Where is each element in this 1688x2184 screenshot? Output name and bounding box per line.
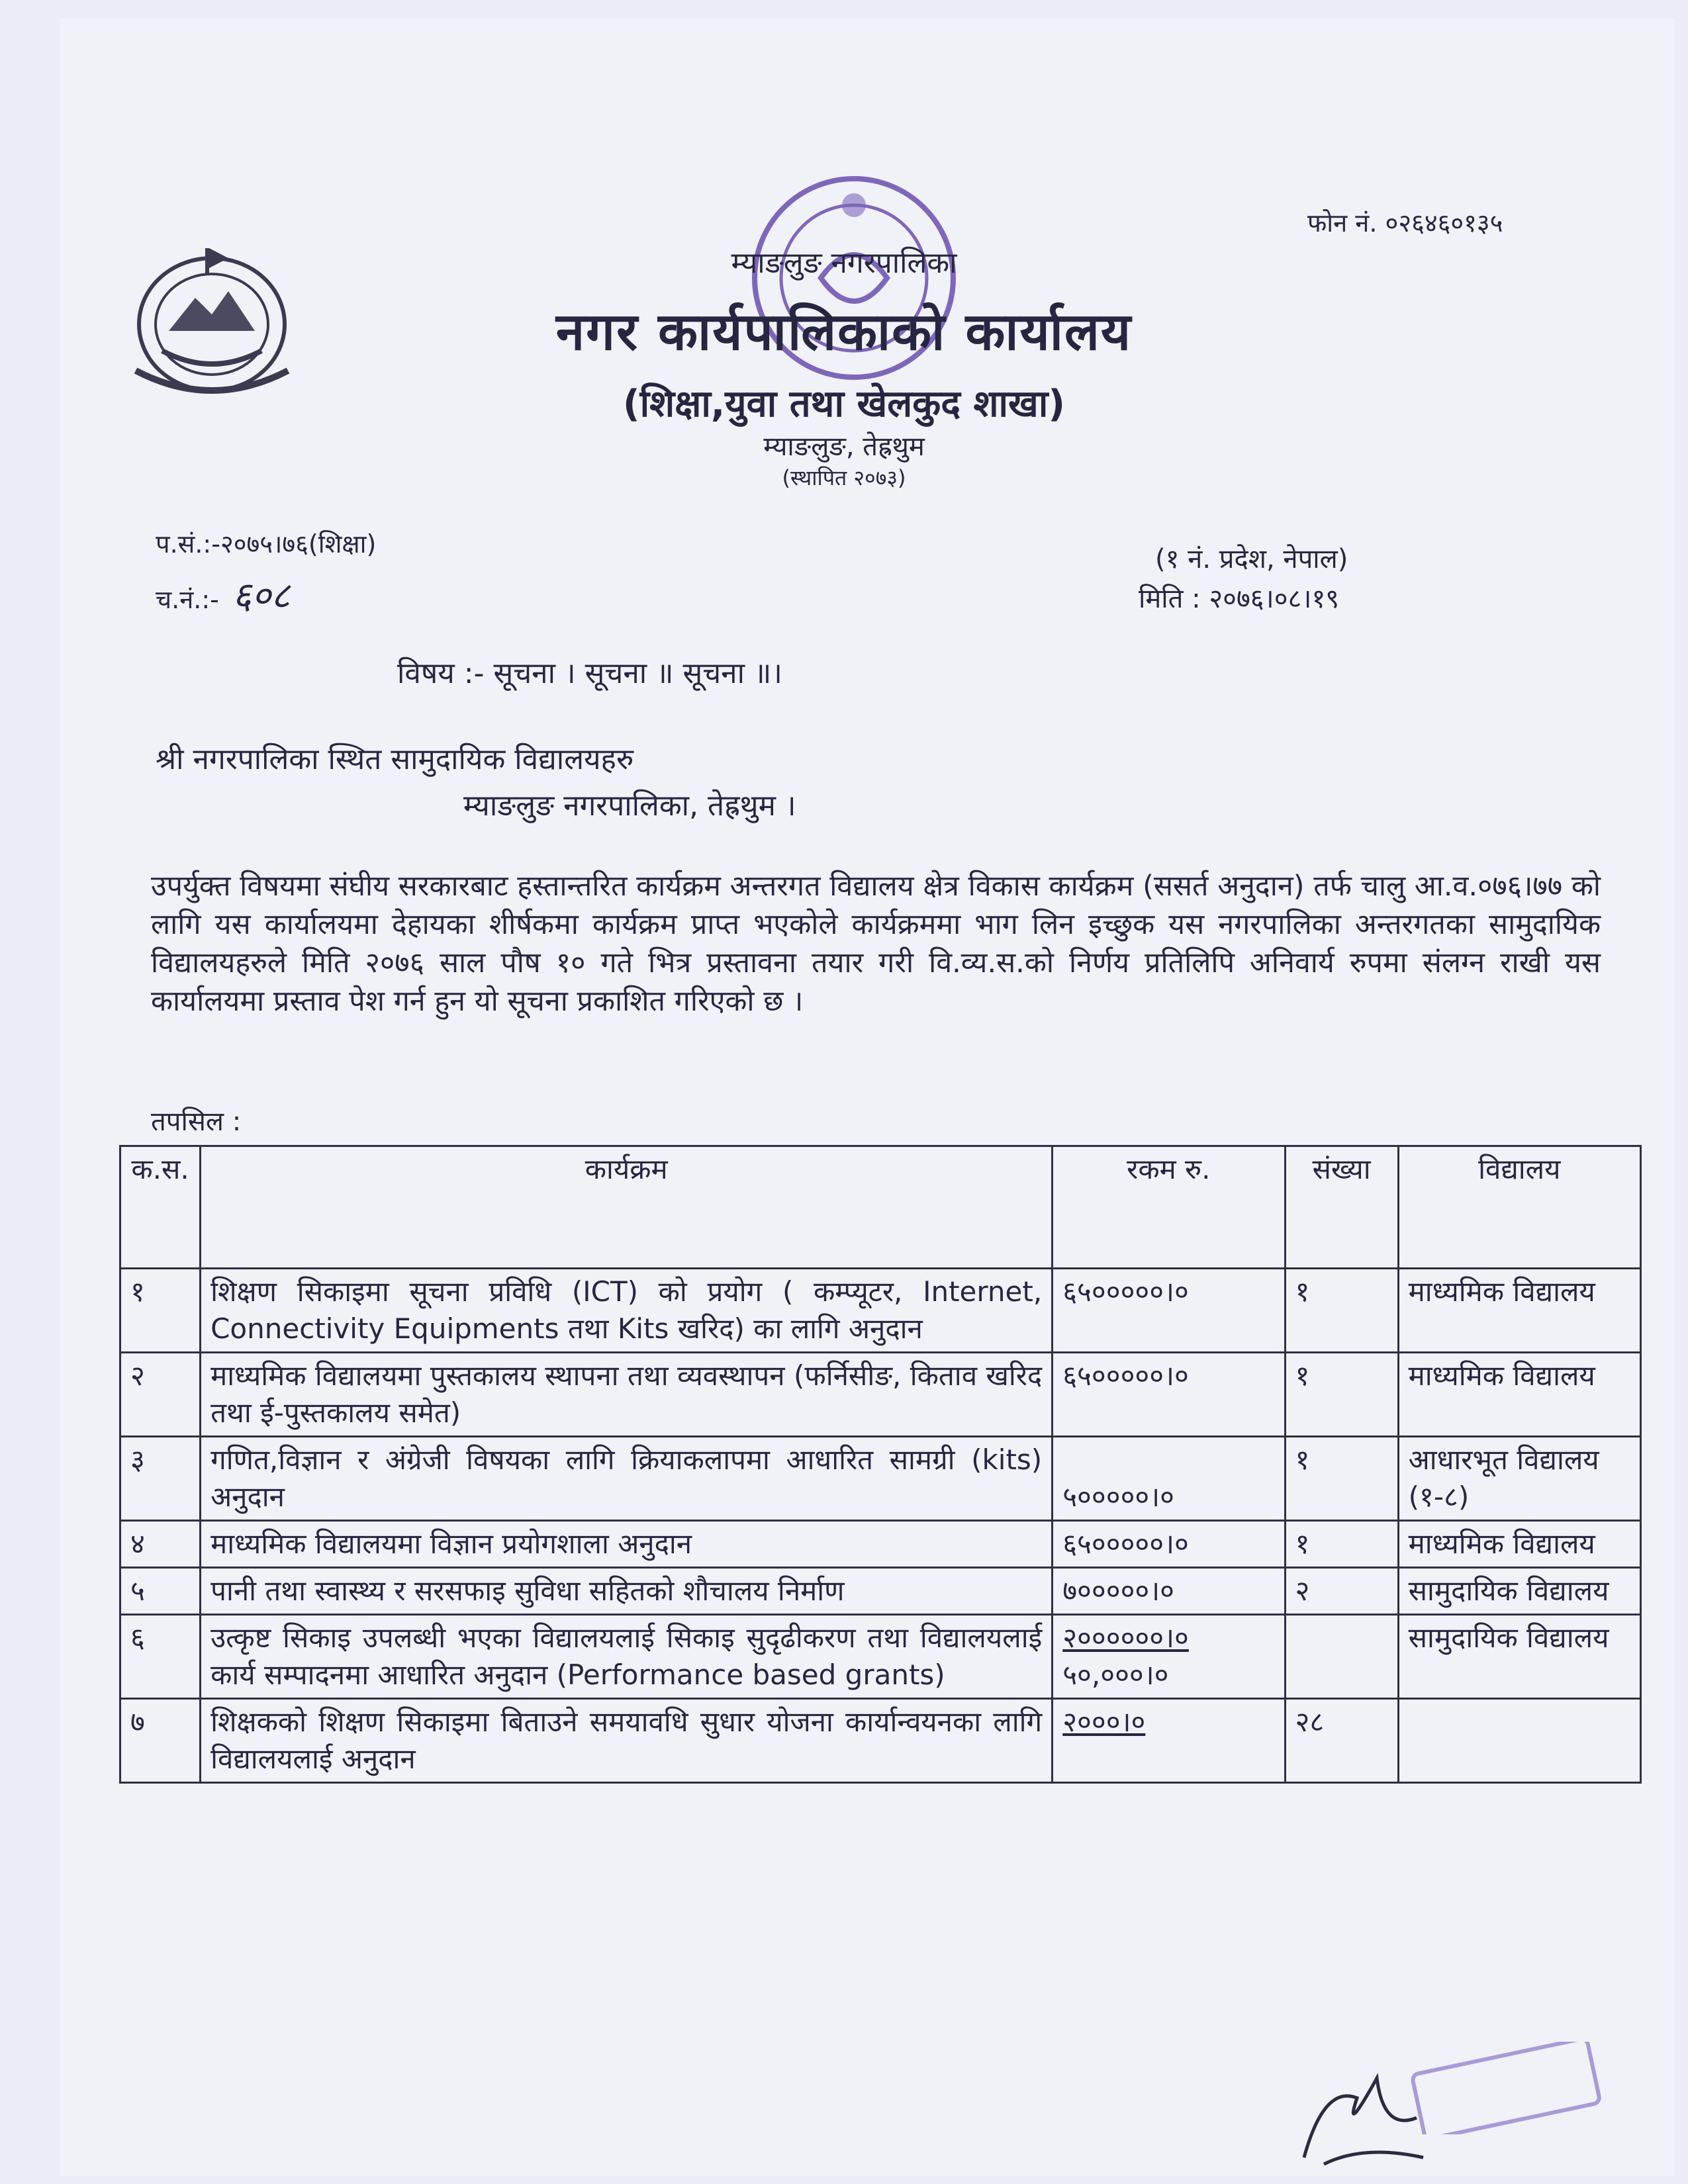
office-location: म्याङलुङ, तेह्रथुम — [763, 432, 925, 462]
row-school: सामुदायिक विद्यालय — [1398, 1615, 1640, 1699]
dispatch-label: च.नं.:- — [156, 585, 219, 614]
table-row — [120, 1521, 1641, 1568]
header-school: विद्यालय — [1398, 1146, 1640, 1269]
header-sn: क.स. — [120, 1146, 201, 1269]
row-amount: २०००।० — [1053, 1699, 1285, 1783]
row-sn: ३ — [120, 1437, 201, 1521]
row-program: उत्कृष्ट सिकाइ उपलब्धी भएका विद्यालयलाई सिकाइ सुदृढीकरण तथा विद्यालयलाई कार्य सम्पादनमा आधारित अनुदान (Performance based grants) — [201, 1615, 1053, 1699]
row-amount-primary: २००००००।० — [1062, 1621, 1189, 1654]
row-count — [1285, 1615, 1398, 1699]
signature-mark — [1284, 2058, 1443, 2177]
row-amount: ६५०००००।० — [1053, 1269, 1285, 1353]
row-count: २८ — [1285, 1699, 1398, 1783]
letter-number: प.सं.:-२०७५।७६(शिक्षा) — [156, 529, 377, 559]
row-sn: ६ — [120, 1615, 201, 1699]
row-program: माध्यमिक विद्यालयमा विज्ञान प्रयोगशाला अनुदान — [201, 1521, 1053, 1568]
program-table — [119, 1145, 1642, 1784]
letter-date: मिति : २०७६।०८।१९ — [1139, 584, 1340, 614]
row-count: २ — [1285, 1568, 1398, 1615]
row-program: पानी तथा स्वास्थ्य र सरसफाइ सुविधा सहितको शौचालय निर्माण — [201, 1568, 1053, 1615]
row-sn: १ — [120, 1269, 201, 1353]
row-school: आधारभूत विद्यालय (१-८) — [1398, 1437, 1640, 1521]
phone-number: फोन नं. ०२६४६०१३५ — [1307, 208, 1503, 238]
organization-name: म्याङलुङ नगरपालिका — [731, 246, 957, 280]
row-amount: ७०००००।० — [1053, 1568, 1285, 1615]
row-school — [1398, 1699, 1640, 1783]
recipient-line-1: श्री नगरपालिका स्थित सामुदायिक विद्यालयहरु — [156, 743, 634, 776]
recipient-line-2: म्याङलुङ नगरपालिका, तेह्रथुम । — [463, 789, 796, 823]
table-row — [120, 1353, 1641, 1437]
dispatch-number-line — [156, 569, 290, 619]
row-count: १ — [1285, 1269, 1398, 1353]
header-count: संख्या — [1285, 1146, 1398, 1269]
row-school: माध्यमिक विद्यालय — [1398, 1353, 1640, 1437]
header-program: कार्यक्रम — [201, 1146, 1053, 1269]
table-header-row — [120, 1146, 1641, 1269]
province: (१ नं. प्रदेश, नेपाल) — [1155, 544, 1348, 574]
table-row — [120, 1568, 1641, 1615]
row-count: १ — [1285, 1353, 1398, 1437]
row-program: माध्यमिक विद्यालयमा पुस्तकालय स्थापना तथा व्यवस्थापन (फर्निसीङ, किताव खरिद तथा ई-पुस्तकालय समेत) — [201, 1353, 1053, 1437]
row-amount-secondary: ५०,०००।० — [1062, 1659, 1169, 1691]
row-amount: ६५०००००।० — [1053, 1521, 1285, 1568]
details-label: तपसिल : — [151, 1107, 242, 1137]
row-sn: २ — [120, 1353, 201, 1437]
row-program: शिक्षण सिकाइमा सूचना प्रविधि (ICT) को प्रयोग ( कम्प्यूटर, Internet, Connectivity Equipments तथा Kits खरिद) का लागि अनुदान — [201, 1269, 1053, 1353]
table-row — [120, 1699, 1641, 1783]
branch-name: (शिक्षा,युवा तथा खेलकुद शाखा) — [623, 383, 1065, 426]
office-name: नगर कार्यपालिकाको कार्यालय — [555, 302, 1133, 362]
table-row — [120, 1615, 1641, 1699]
row-school: माध्यमिक विद्यालय — [1398, 1521, 1640, 1568]
established-year: (स्थापित २०७३) — [782, 465, 906, 490]
row-school: माध्यमिक विद्यालय — [1398, 1269, 1640, 1353]
row-amount — [1053, 1615, 1285, 1699]
header-amount: रकम रु. — [1053, 1146, 1285, 1269]
row-sn: ७ — [120, 1699, 201, 1783]
row-amount: ५०००००।० — [1053, 1437, 1285, 1521]
row-count: १ — [1285, 1521, 1398, 1568]
row-amount: ६५०००००।० — [1053, 1353, 1285, 1437]
table-row — [120, 1269, 1641, 1353]
table-row — [120, 1437, 1641, 1521]
dispatch-number: ६०८ — [232, 574, 291, 617]
row-count: १ — [1285, 1437, 1398, 1521]
row-school: सामुदायिक विद्यालय — [1398, 1568, 1640, 1615]
row-program: शिक्षकको शिक्षण सिकाइमा बिताउने समयावधि सुधार योजना कार्यान्वयनका लागि विद्यालयलाई अनुदान — [201, 1699, 1053, 1783]
row-sn: ५ — [120, 1568, 201, 1615]
subject-line: विषय :- सूचना । सूचना ॥ सूचना ॥। — [397, 657, 782, 690]
row-program: गणित,विज्ञान र अंग्रेजी विषयका लागि क्रियाकलापमा आधारित सामग्री (kits) अनुदान — [201, 1437, 1053, 1521]
notice-body: उपर्युक्त विषयमा संघीय सरकारबाट हस्तान्तरित कार्यक्रम अन्तरगत विद्यालय क्षेत्र विकास कार्यक्रम (ससर्त अनुदान) तर्फ चालु आ.व.०७६।७७ को लागि यस कार्यालयमा देहायका शीर्षकमा कार्यक्रम प्राप्त भएकोले कार्यक्रममा भाग लिन इच्छुक यस नगरपालिका अन्तरगतका सामुदायिक विद्यालयहरुले मिति २०७६ साल पौष १० गते भित्र प्रस्तावना तयार गरी वि.व्य.स.को निर्णय प्रतिलिपि अनिवार्य रुपमा संलग्न राखी यस कार्यालयमा प्रस्ताव पेश गर्न हुन यो सूचना प्रकाशित गरिएको छ । — [151, 870, 1601, 1018]
row-sn: ४ — [120, 1521, 201, 1568]
